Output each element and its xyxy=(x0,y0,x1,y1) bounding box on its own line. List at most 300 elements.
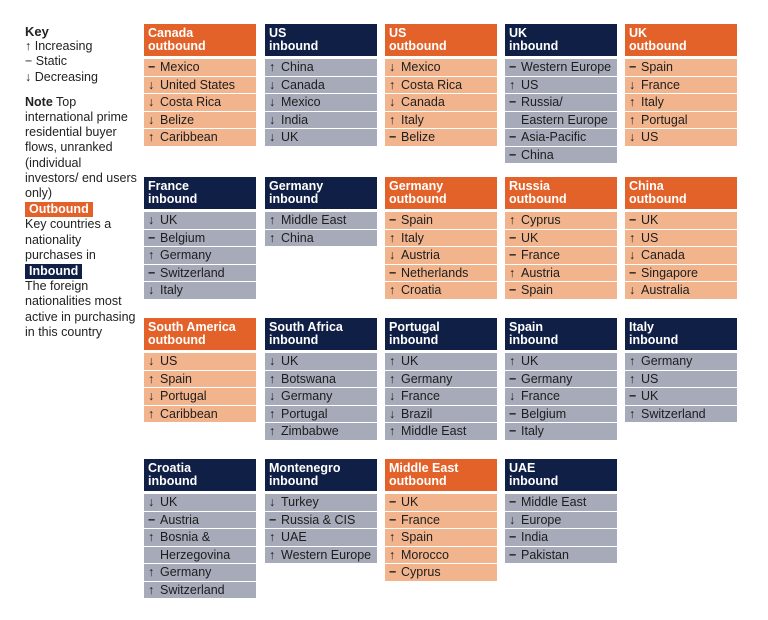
up-arrow-icon: ↑ xyxy=(148,582,155,597)
inbound-tag: Inbound xyxy=(25,264,82,279)
card-row xyxy=(625,77,737,94)
card-row xyxy=(144,529,256,546)
flow-card xyxy=(505,318,617,441)
flow-card xyxy=(144,459,256,599)
card-header xyxy=(505,177,617,209)
country-label: US xyxy=(160,354,178,368)
country-label: France xyxy=(401,389,440,403)
card-row xyxy=(144,547,256,564)
key-list xyxy=(25,39,137,85)
up-arrow-icon: ↑ xyxy=(269,213,276,227)
up-arrow-icon: ↑ xyxy=(509,213,516,227)
down-arrow-icon: ↓ xyxy=(269,354,276,368)
flow-card xyxy=(144,177,256,300)
down-arrow-icon: ↓ xyxy=(148,389,155,403)
flat-arrow-icon: − xyxy=(389,265,397,280)
country-label: UAE xyxy=(281,530,307,544)
flow-card xyxy=(265,24,377,147)
up-arrow-icon: ↑ xyxy=(509,354,516,368)
card-row xyxy=(265,77,377,94)
country-label: Italy xyxy=(401,230,424,245)
flat-arrow-icon: − xyxy=(509,60,517,74)
card-direction: inbound xyxy=(269,38,319,53)
country-label: UK xyxy=(521,354,539,368)
card-title: China xyxy=(629,179,664,193)
card-title: Portugal xyxy=(389,320,440,334)
card-row xyxy=(505,282,617,299)
country-label: Botswana xyxy=(281,371,336,386)
card-header xyxy=(625,24,737,56)
card-direction: inbound xyxy=(509,38,559,53)
flow-card xyxy=(385,459,497,582)
down-arrow-icon: ↓ xyxy=(148,77,155,92)
card-direction: outbound xyxy=(148,38,206,53)
inbound-description: The foreign nationalities most active in purchasing in this country xyxy=(25,279,136,339)
flow-card xyxy=(625,24,737,147)
up-arrow-icon: ↑ xyxy=(269,530,276,544)
country-label: Brazil xyxy=(401,406,433,421)
card-direction: outbound xyxy=(389,38,447,53)
country-label: Belize xyxy=(401,130,436,144)
card-header xyxy=(505,318,617,350)
note-text xyxy=(25,95,137,201)
country-label: India xyxy=(521,530,549,544)
down-arrow-icon: ↓ xyxy=(509,389,516,403)
card-direction: inbound xyxy=(269,332,319,347)
flow-card xyxy=(505,177,617,300)
card-row xyxy=(265,529,377,546)
down-arrow-icon: ↓ xyxy=(629,283,636,297)
card-direction: inbound xyxy=(269,191,319,206)
down-arrow-icon: ↓ xyxy=(389,60,396,74)
down-arrow-icon: ↓ xyxy=(148,95,155,109)
card-row xyxy=(385,512,497,529)
card-row xyxy=(144,371,256,388)
card-direction: outbound xyxy=(148,332,206,347)
flow-card xyxy=(385,24,497,147)
card-title: Spain xyxy=(509,320,544,334)
country-label: UK xyxy=(160,213,178,227)
up-arrow-icon: ↑ xyxy=(269,60,276,74)
country-label: UK xyxy=(401,354,419,368)
country-label: Austria xyxy=(160,512,199,527)
country-label: Switzerland xyxy=(160,265,225,280)
up-arrow-icon: ↑ xyxy=(389,547,396,562)
country-label: Europe xyxy=(521,512,562,527)
country-label: UK xyxy=(641,213,659,227)
card-row xyxy=(625,230,737,247)
card-row xyxy=(505,388,617,405)
card-row xyxy=(385,406,497,423)
country-label: Germany xyxy=(281,389,333,403)
down-arrow-icon: ↓ xyxy=(629,248,636,262)
up-arrow-icon: ↑ xyxy=(389,371,396,386)
card-row xyxy=(265,371,377,388)
card-direction: inbound xyxy=(629,332,679,347)
country-label: Belgium xyxy=(521,406,567,421)
card-row xyxy=(385,265,497,282)
country-label: Asia-Pacific xyxy=(521,130,587,144)
country-label: Canada xyxy=(401,95,445,109)
card-row xyxy=(385,529,497,546)
up-arrow-icon: ↑ xyxy=(389,354,396,368)
country-label: Austria xyxy=(401,248,440,262)
country-label: Portugal xyxy=(641,112,688,127)
flat-arrow-icon: − xyxy=(148,230,156,245)
card-row xyxy=(144,77,256,94)
country-label: Middle East xyxy=(281,213,347,227)
flat-arrow-icon: − xyxy=(148,60,156,74)
flow-card xyxy=(505,24,617,164)
card-row xyxy=(625,212,737,229)
country-label: Herzegovina xyxy=(160,547,231,562)
country-label: Italy xyxy=(401,112,424,127)
down-arrow-icon: ↓ xyxy=(389,248,396,262)
up-arrow-icon: ↑ xyxy=(269,371,276,386)
card-row xyxy=(385,112,497,129)
card-row xyxy=(144,59,256,76)
country-label: United States xyxy=(160,77,236,92)
key-item-label: Static xyxy=(35,54,68,69)
card-row xyxy=(625,265,737,282)
up-arrow-icon: ↑ xyxy=(389,283,396,297)
flat-arrow-icon: − xyxy=(509,406,517,421)
country-label: UK xyxy=(281,130,299,144)
country-label: Netherlands xyxy=(401,265,469,280)
card-row xyxy=(625,94,737,111)
country-label: Germany xyxy=(641,354,693,368)
flow-card xyxy=(144,318,256,423)
country-label: Morocco xyxy=(401,547,449,562)
card-row xyxy=(505,529,617,546)
up-arrow-icon: ↑ xyxy=(148,406,155,421)
country-label: Spain xyxy=(401,530,433,544)
card-row xyxy=(265,388,377,405)
card-header xyxy=(144,24,256,56)
country-label: Germany xyxy=(521,371,573,386)
card-row xyxy=(625,59,737,76)
card-title: Germany xyxy=(269,179,324,193)
card-direction: inbound xyxy=(509,332,559,347)
card-title: France xyxy=(148,179,189,193)
down-arrow-icon: ↓ xyxy=(148,283,155,297)
country-label: Spain xyxy=(641,60,673,74)
flat-arrow-icon: − xyxy=(509,283,517,297)
country-label: Western Europe xyxy=(521,60,612,74)
card-row xyxy=(625,282,737,299)
country-label: US xyxy=(641,371,659,386)
card-row xyxy=(144,512,256,529)
card-row xyxy=(265,230,377,247)
card-row xyxy=(385,494,497,511)
country-label: China xyxy=(521,147,554,162)
flat-arrow-icon: − xyxy=(269,512,277,527)
flat-arrow-icon: − xyxy=(389,512,397,527)
country-label: Italy xyxy=(641,95,664,109)
card-row xyxy=(144,230,256,247)
up-arrow-icon: ↑ xyxy=(629,354,636,368)
card-row xyxy=(385,59,497,76)
card-row xyxy=(265,112,377,129)
up-arrow-icon: ↑ xyxy=(269,230,276,245)
country-label: Germany xyxy=(401,371,453,386)
flat-arrow-icon: − xyxy=(148,265,156,280)
country-label: Russia/ xyxy=(521,95,563,109)
card-title: Montenegro xyxy=(269,461,341,475)
up-arrow-icon: ↑ xyxy=(629,406,636,421)
country-label: Middle East xyxy=(401,424,467,438)
up-arrow-icon: ↑ xyxy=(389,77,396,92)
country-label: Austria xyxy=(521,265,560,280)
card-row xyxy=(144,112,256,129)
card-row xyxy=(385,423,497,440)
up-arrow-icon: ↑ xyxy=(509,265,516,280)
down-arrow-icon: ↓ xyxy=(269,77,276,92)
down-arrow-icon: ↓ xyxy=(269,95,276,109)
country-label: Mexico xyxy=(160,60,200,74)
country-label: Russia & CIS xyxy=(281,512,356,527)
card-row xyxy=(505,265,617,282)
outbound-description: Key countries a nationality purchases in xyxy=(25,217,112,262)
card-title: US xyxy=(389,26,407,40)
flat-arrow-icon: − xyxy=(509,230,517,245)
up-arrow-icon: ↑ xyxy=(148,248,155,262)
card-row xyxy=(265,547,377,564)
card-title: US xyxy=(269,26,287,40)
up-arrow-icon: ↑ xyxy=(389,424,396,438)
card-row xyxy=(505,512,617,529)
card-row xyxy=(505,230,617,247)
country-label: Germany xyxy=(160,565,212,579)
country-label: Middle East xyxy=(521,495,587,509)
card-header xyxy=(144,318,256,350)
flow-card xyxy=(265,318,377,441)
key-title: Key xyxy=(25,24,49,39)
card-row xyxy=(505,212,617,229)
card-title: South Africa xyxy=(269,320,343,334)
country-label: China xyxy=(281,230,314,245)
up-arrow-icon: ↑ xyxy=(389,530,396,544)
flat-arrow-icon: − xyxy=(389,130,397,144)
flow-card xyxy=(625,177,737,300)
country-label: Switzerland xyxy=(160,582,225,597)
card-title: UAE xyxy=(509,461,536,475)
country-label: Cyprus xyxy=(521,213,561,227)
flow-card xyxy=(144,24,256,147)
country-label: Caribbean xyxy=(160,130,218,144)
country-label: Bosnia & xyxy=(160,530,211,544)
down-arrow-icon: ↓ xyxy=(148,112,155,127)
card-header xyxy=(144,177,256,209)
flow-card xyxy=(505,459,617,564)
card-title: UK xyxy=(629,26,648,40)
card-row xyxy=(625,129,737,146)
up-arrow-icon: ↑ xyxy=(509,77,516,92)
country-label: France xyxy=(521,248,560,262)
country-label: US xyxy=(641,230,659,245)
card-row xyxy=(144,129,256,146)
up-arrow-icon: ↑ xyxy=(148,371,155,386)
country-label: Belgium xyxy=(160,230,206,245)
card-row xyxy=(385,547,497,564)
card-direction: inbound xyxy=(269,473,319,488)
card-row xyxy=(144,582,256,599)
card-row xyxy=(144,388,256,405)
flat-arrow-icon: − xyxy=(509,147,517,162)
flow-card xyxy=(265,177,377,247)
up-arrow-icon: ↑ xyxy=(25,39,35,54)
flat-arrow-icon: − xyxy=(148,512,156,527)
card-row xyxy=(625,247,737,264)
flat-arrow-icon: − xyxy=(509,95,517,109)
outbound-tag: Outbound xyxy=(25,202,93,217)
down-arrow-icon: ↓ xyxy=(269,112,276,127)
card-direction: outbound xyxy=(509,191,567,206)
flow-card xyxy=(385,318,497,441)
country-label: Mexico xyxy=(401,60,441,74)
country-label: India xyxy=(281,112,309,127)
up-arrow-icon: ↑ xyxy=(629,230,636,245)
flat-arrow-icon: − xyxy=(389,213,397,227)
card-row xyxy=(265,94,377,111)
country-label: Canada xyxy=(641,248,685,262)
card-direction: inbound xyxy=(509,473,559,488)
up-arrow-icon: ↑ xyxy=(389,230,396,245)
flat-arrow-icon: − xyxy=(509,130,517,144)
country-label: Spain xyxy=(160,371,192,386)
card-row xyxy=(505,129,617,146)
card-row xyxy=(505,547,617,564)
country-label: Spain xyxy=(521,283,553,297)
country-label: US xyxy=(521,77,539,92)
card-row xyxy=(265,512,377,529)
flat-arrow-icon: − xyxy=(509,248,517,262)
card-row xyxy=(265,353,377,370)
country-label: Belize xyxy=(160,112,195,127)
card-header xyxy=(505,459,617,491)
card-direction: outbound xyxy=(629,191,687,206)
card-header xyxy=(505,24,617,56)
card-row xyxy=(385,564,497,581)
card-row xyxy=(265,494,377,511)
card-row xyxy=(625,112,737,129)
card-direction: outbound xyxy=(389,191,447,206)
card-row xyxy=(625,406,737,423)
down-arrow-icon: ↓ xyxy=(389,95,396,109)
down-arrow-icon: ↓ xyxy=(148,495,155,509)
up-arrow-icon: ↑ xyxy=(629,371,636,386)
country-label: Switzerland xyxy=(641,406,706,421)
card-row xyxy=(385,388,497,405)
key-item-static xyxy=(25,54,137,69)
card-header xyxy=(625,318,737,350)
card-direction: inbound xyxy=(148,473,198,488)
country-label: US xyxy=(641,130,659,144)
key-item-label: Increasing xyxy=(34,39,93,54)
note-label: Note xyxy=(25,94,53,109)
flat-arrow-icon: − xyxy=(509,495,517,509)
card-title: Italy xyxy=(629,320,655,334)
country-label: Australia xyxy=(641,283,690,297)
card-row xyxy=(385,77,497,94)
card-row xyxy=(625,371,737,388)
card-row xyxy=(505,371,617,388)
down-arrow-icon: ↓ xyxy=(25,69,35,84)
card-header xyxy=(625,177,737,209)
country-label: Italy xyxy=(160,283,183,297)
down-arrow-icon: ↓ xyxy=(389,389,396,403)
card-row xyxy=(385,282,497,299)
country-label: France xyxy=(641,77,680,92)
flow-card xyxy=(265,459,377,564)
country-label: UK xyxy=(641,389,659,403)
key-item-label: Decreasing xyxy=(34,69,98,84)
down-arrow-icon: ↓ xyxy=(148,213,155,227)
country-label: Canada xyxy=(281,77,325,92)
note-body: Top international prime residential buyer flows, unranked (individual investors/ end users only) xyxy=(25,94,137,201)
country-label: Zimbabwe xyxy=(281,424,339,438)
card-row xyxy=(385,230,497,247)
card-header xyxy=(144,459,256,491)
flat-arrow-icon: − xyxy=(629,213,637,227)
country-label: Costa Rica xyxy=(401,77,463,92)
up-arrow-icon: ↑ xyxy=(629,95,636,109)
flat-arrow-icon: − xyxy=(509,371,517,386)
card-row xyxy=(505,494,617,511)
card-row xyxy=(144,406,256,423)
flat-arrow-icon: − xyxy=(629,60,637,74)
flat-arrow-icon: − xyxy=(509,547,517,562)
down-arrow-icon: ↓ xyxy=(269,495,276,509)
card-row xyxy=(505,353,617,370)
card-row xyxy=(505,247,617,264)
card-direction: inbound xyxy=(148,191,198,206)
card-row xyxy=(625,353,737,370)
card-title: Germany xyxy=(389,179,444,193)
country-label: Eastern Europe xyxy=(521,112,608,127)
country-label: UK xyxy=(521,230,539,245)
up-arrow-icon: ↑ xyxy=(148,565,155,579)
country-label: Portugal xyxy=(281,406,328,421)
card-title: South America xyxy=(148,320,236,334)
card-row xyxy=(144,94,256,111)
up-arrow-icon: ↑ xyxy=(148,530,155,544)
card-row xyxy=(265,423,377,440)
card-row xyxy=(144,265,256,282)
flat-arrow-icon: − xyxy=(25,54,36,69)
key-item-decreasing xyxy=(25,70,137,85)
flow-card xyxy=(385,177,497,300)
card-header xyxy=(385,177,497,209)
card-row xyxy=(144,353,256,370)
country-label: Western Europe xyxy=(281,547,372,562)
up-arrow-icon: ↑ xyxy=(148,130,155,144)
card-title: Middle East xyxy=(389,461,459,475)
card-row xyxy=(505,94,617,111)
card-header xyxy=(265,24,377,56)
flat-arrow-icon: − xyxy=(629,265,637,280)
card-direction: outbound xyxy=(629,38,687,53)
card-row xyxy=(385,129,497,146)
card-row xyxy=(385,212,497,229)
card-row xyxy=(505,423,617,440)
flat-arrow-icon: − xyxy=(389,565,397,579)
card-row xyxy=(505,147,617,164)
card-row xyxy=(505,112,617,129)
country-label: Spain xyxy=(401,213,433,227)
card-header xyxy=(265,459,377,491)
card-row xyxy=(505,406,617,423)
